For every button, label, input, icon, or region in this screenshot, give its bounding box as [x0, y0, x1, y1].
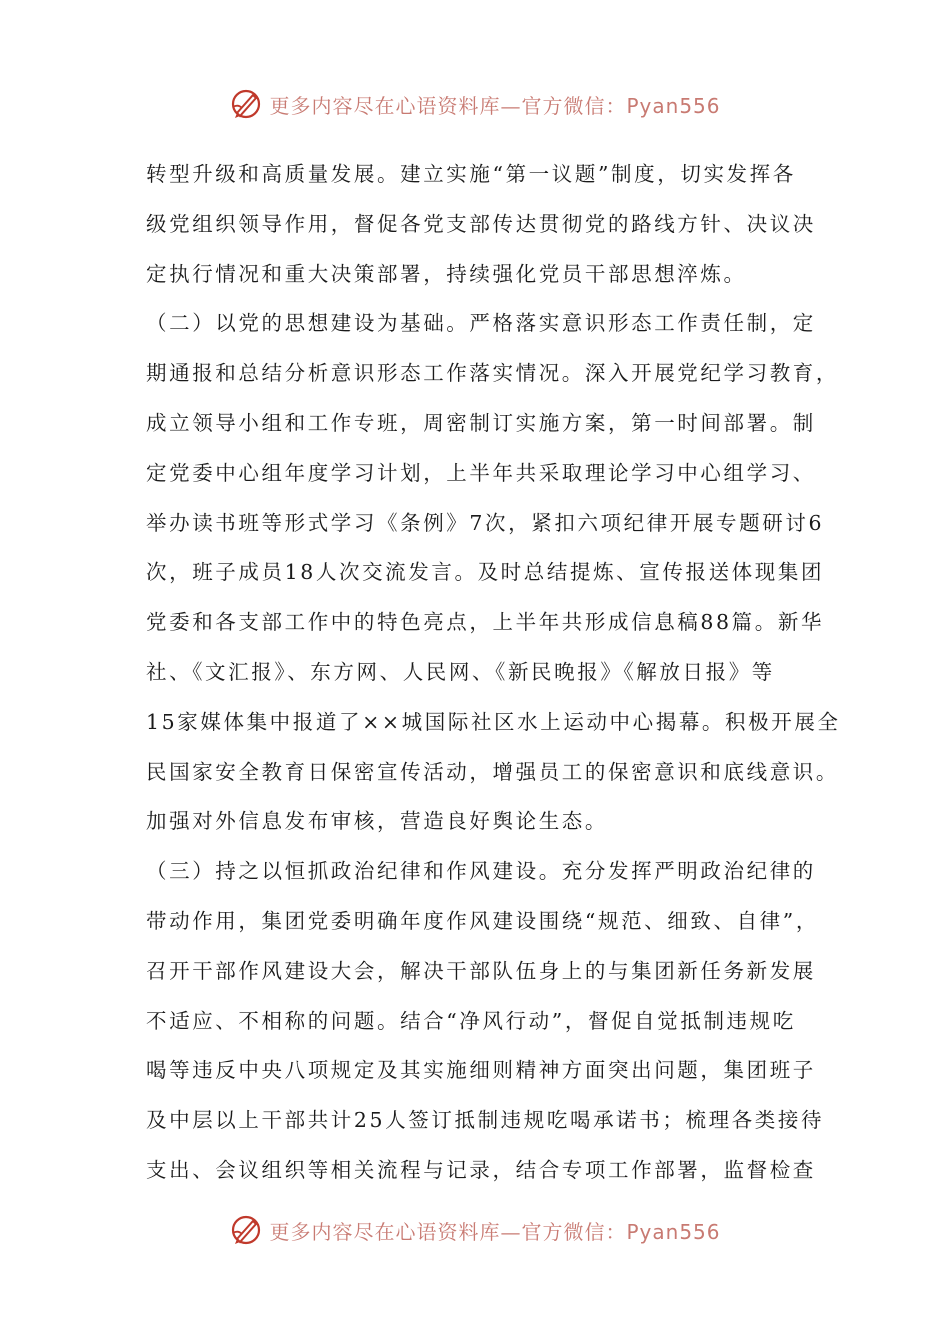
text-line: 级党组织领导作用，督促各党支部传达贯彻党的路线方针、决议决 — [146, 211, 816, 236]
banner-label: 更多内容尽在心语资料库—官方微信： — [269, 1219, 627, 1244]
banner-wechat-id: Pyan556 — [626, 1219, 721, 1244]
pen-logo-icon — [229, 1213, 263, 1247]
text-line: 带动作用，集团党委明确年度作风建设围绕“规范、细致、自律”， — [146, 908, 819, 933]
text-line: 党委和各支部工作中的特色亮点，上半年共形成信息稿88篇。新华 — [146, 610, 825, 635]
text-line: 加强对外信息发布审核，营造良好舆论生态。 — [146, 809, 608, 834]
banner-text — [269, 90, 720, 119]
text-line: 期通报和总结分析意识形态工作落实情况。深入开展党纪学习教育， — [146, 361, 839, 386]
text-line: 定党委中心组年度学习计划，上半年共采取理论学习中心组学习、 — [146, 460, 816, 485]
text-line: 民国家安全教育日保密宣传活动，增强员工的保密意识和底线意识。 — [146, 759, 839, 784]
text-line: （二）以党的思想建设为基础。严格落实意识形态工作责任制，定 — [146, 311, 816, 336]
banner-text — [269, 1216, 720, 1245]
text-line: 成立领导小组和工作专班，周密制订实施方案，第一时间部署。制 — [146, 410, 816, 435]
text-line: 及中层以上干部共计25人签订抵制违规吃喝承诺书；梳理各类接待 — [146, 1108, 825, 1133]
text-line: 喝等违反中央八项规定及其实施细则精神方面突出问题，集团班子 — [146, 1058, 816, 1083]
banner-label: 更多内容尽在心语资料库—官方微信： — [269, 93, 627, 118]
text-line: 召开干部作风建设大会，解决干部队伍身上的与集团新任务新发展 — [146, 958, 816, 983]
text-line: 次，班子成员18人次交流发言。及时总结提炼、宣传报送体现集团 — [146, 560, 825, 585]
banner-wechat-id: Pyan556 — [626, 93, 721, 118]
text-line: 支出、会议组织等相关流程与记录，结合专项工作部署，监督检查 — [146, 1157, 816, 1182]
header-banner — [0, 82, 950, 126]
pen-logo-icon — [229, 87, 263, 121]
text-line: 不适应、不相称的问题。结合“净风行动”，督促自觉抵制违规吃 — [146, 1008, 796, 1033]
footer-banner — [0, 1208, 950, 1252]
text-line: 举办读书班等形式学习《条例》7次，紧扣六项纪律开展专题研讨6 — [146, 510, 825, 535]
document-body — [146, 150, 841, 1196]
text-line: 15家媒体集中报道了××城国际社区水上运动中心揭幕。积极开展全 — [146, 709, 841, 734]
text-line: 定执行情况和重大决策部署，持续强化党员干部思想淬炼。 — [146, 261, 747, 286]
text-line: 转型升级和高质量发展。建立实施“第一议题”制度，切实发挥各 — [146, 162, 796, 186]
text-line: 社、《文汇报》、东方网、人民网、《新民晚报》《解放日报》等 — [146, 659, 775, 684]
text-line: （三）持之以恒抓政治纪律和作风建设。充分发挥严明政治纪律的 — [146, 859, 816, 884]
